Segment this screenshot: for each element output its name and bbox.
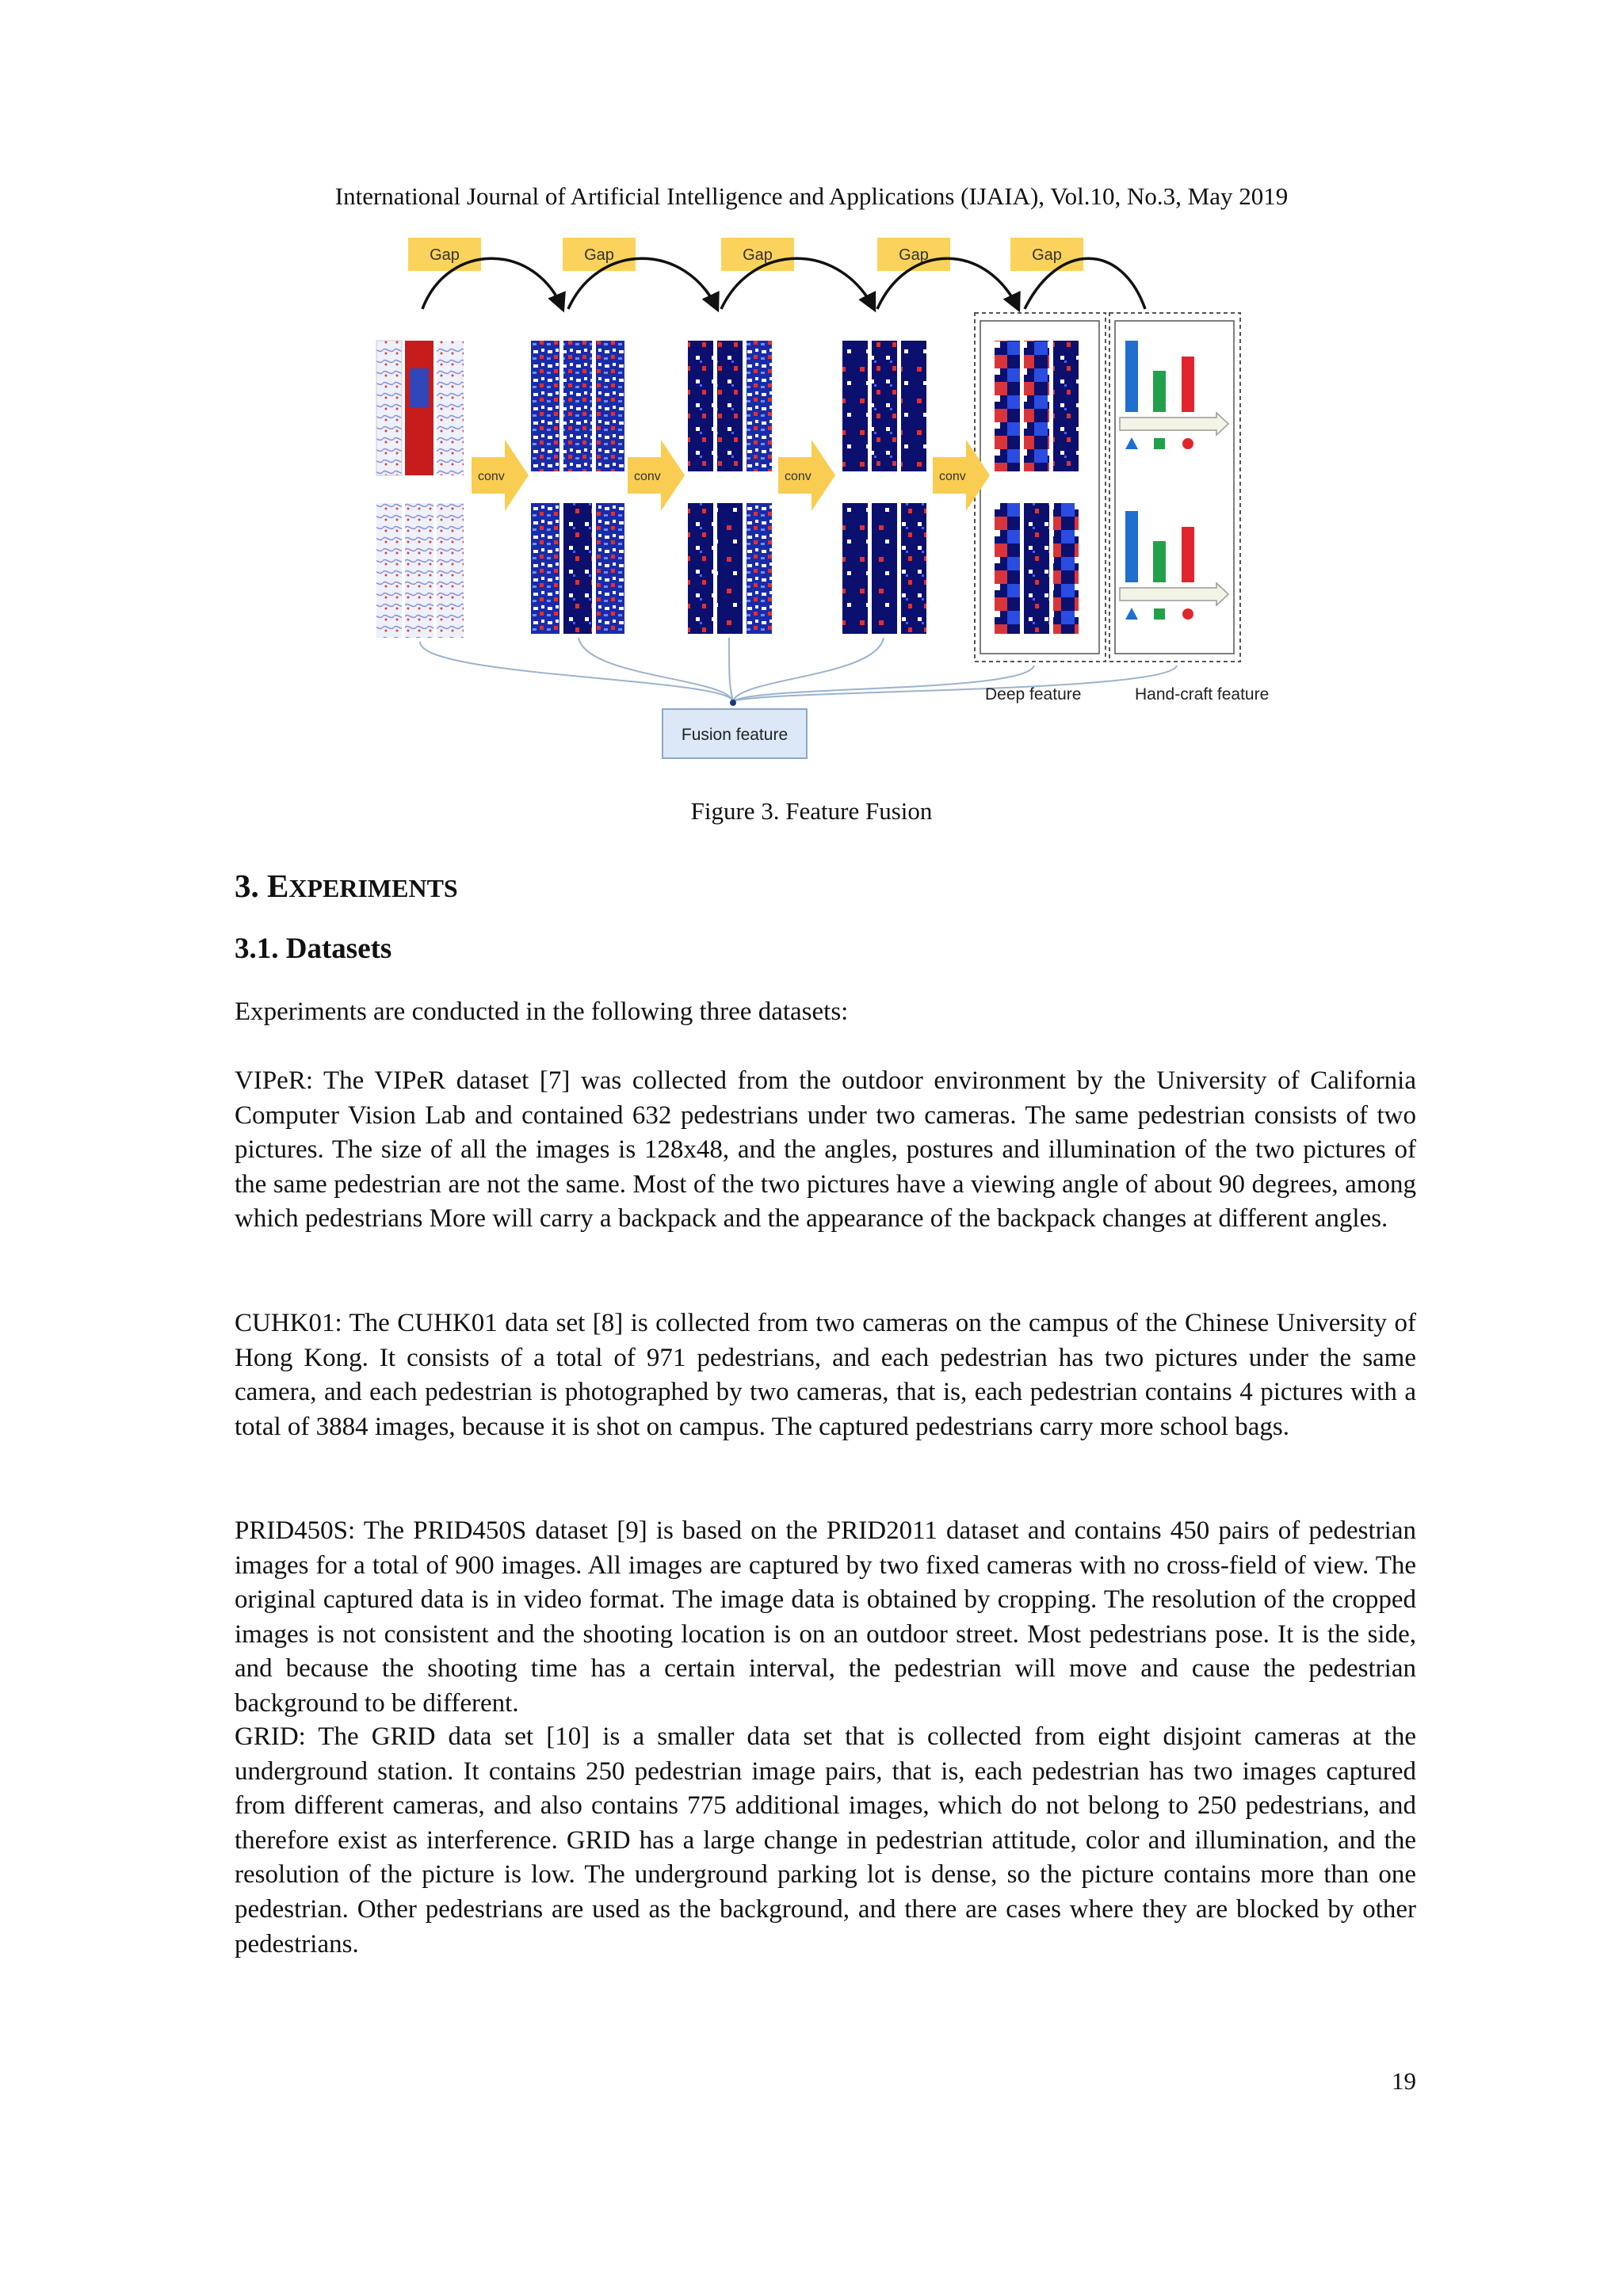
square-icon <box>1154 438 1165 449</box>
paragraph-cuhk01: CUHK01: The CUHK01 data set [8] is collected from two cameras on the campus of the Chinese University of Hong Kong. It consists of a total of 971 pedestrians, and each pedestrian has two pictures under the same camera, and each pedestrian is photographed by two cameras, that is, each pedestrian contains 4 pictures with a total of 3884 images, because it is shot on campus. The captured pedestrians carry more school bags. <box>235 1309 1416 1441</box>
feature-fusion-diagram <box>361 234 1288 765</box>
conv-label: conv <box>478 470 505 483</box>
paragraph-intro: Experiments are conducted in the following three datasets: <box>235 997 849 1026</box>
histogram-bar <box>1153 541 1166 582</box>
conv-arrow <box>933 440 990 511</box>
handcraft-histogram <box>1120 341 1228 449</box>
conv-stage-1-maps <box>531 341 624 634</box>
circle-icon <box>1182 438 1193 449</box>
conv-label: conv <box>785 470 812 483</box>
gap-label-box <box>408 238 481 271</box>
feature-fusion-figure <box>361 234 1288 765</box>
gap-label-box <box>1010 238 1083 271</box>
handcraft-feature-label: Hand-craft feature <box>1135 685 1270 704</box>
handcraft-histogram <box>1120 511 1228 620</box>
triangle-icon <box>1125 437 1138 449</box>
gap-label: Gap <box>743 246 773 264</box>
gap-label: Gap <box>1032 246 1062 264</box>
running-header: International Journal of Artificial Intelligence and Applications (IJAIA), Vol.10, No.3, May 2019 <box>334 182 1289 210</box>
conv-arrow <box>628 440 685 511</box>
gap-label-box <box>721 238 794 271</box>
conv-label: conv <box>634 470 661 483</box>
page-number: 19 <box>1392 2067 1416 2095</box>
gap-label: Gap <box>899 246 929 264</box>
histogram-bar <box>1153 371 1166 412</box>
deep-feature-group <box>975 313 1106 662</box>
conv-label: conv <box>939 470 966 483</box>
conv-arrow <box>472 440 529 511</box>
section-title-first-letter: E <box>267 868 289 904</box>
gap-label-box <box>563 238 636 271</box>
figure-caption: Figure 3. Feature Fusion <box>690 797 933 825</box>
section-number: 3. <box>235 868 267 904</box>
deep-feature-label: Deep feature <box>985 685 1082 704</box>
gap-label: Gap <box>584 246 614 264</box>
subsection-heading: 3.1. Datasets <box>235 933 392 965</box>
square-icon <box>1154 608 1165 620</box>
paragraph-prid450s: PRID450S: The PRID450S dataset [9] is based on the PRID2011 dataset and contains 450 pairs of pedestrian images for a total of 900 images. All images are captured by two fixed cameras with no cross-field of view. The original captured data is in video format. The image data is obtained by cropping. The resolution of the cropped images is not consistent and the shooting location is on an outdoor street. Most pedestrians pose. It is the side, and because the shooting time has a certain interval, the pedestrian will move and cause the pedestrian background to be different. <box>235 1516 1416 1718</box>
fusion-feature-label: Fusion feature <box>681 726 789 744</box>
histogram-bar <box>1182 357 1194 412</box>
histogram-bar <box>1125 511 1138 582</box>
histogram-bar <box>1182 527 1194 582</box>
paragraph-viper: VIPeR: The VIPeR dataset [7] was collected from the outdoor environment by the University of California Computer Vision Lab and contained 632 pedestrians under two cameras. The same pedestrian consists of two pictures. The size of all the images is 128x48, and the angles, postures and illumination of the two pictures of the same pedestrian are not the same. Most of the two pictures have a viewing angle of about 90 degrees, among which pedestrians More will carry a backpack and the appearance of the backpack changes at different angles. <box>235 1066 1416 1234</box>
section-heading <box>235 865 458 909</box>
triangle-icon <box>1125 608 1138 620</box>
input-images <box>376 341 464 638</box>
conv-stage-2-maps <box>688 341 772 634</box>
conv-arrow <box>778 440 835 511</box>
circle-icon <box>1182 608 1193 620</box>
conv-stage-3-maps <box>842 341 926 634</box>
gap-label: Gap <box>430 246 460 264</box>
section-title-rest: XPERIMENTS <box>288 874 458 902</box>
histogram-bar <box>1125 341 1138 412</box>
fusion-feature-box <box>663 709 807 758</box>
handcraft-arrow <box>1120 583 1228 605</box>
paragraph-grid: GRID: The GRID data set [10] is a smaller data set that is collected from eight disjoint cameras at the underground station. It contains 250 pedestrian image pairs, that is, each pedestrian has two images captured from different cameras, and also contains 775 additional images, which do not belong to 250 pedestrians, and therefore exist as interference. GRID has a large change in pedestrian attitude, color and illumination, and the resolution of the picture is low. The underground parking lot is dense, so the picture contains more than one pedestrian. Other pedestrians are used as the background, and there are cases where they are blocked by other pedestrians. <box>235 1722 1416 1958</box>
handcraft-arrow <box>1120 413 1228 435</box>
